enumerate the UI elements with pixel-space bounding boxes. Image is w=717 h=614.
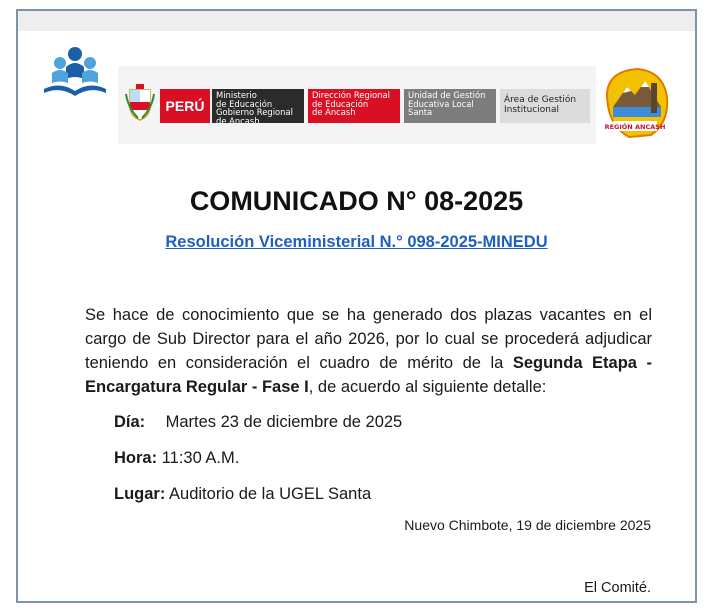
detail-place-label: Lugar: [114,485,166,503]
org-area-gestion: Área de Gestión Institucional [500,89,590,123]
org-direccion-regional: Dirección Regional de Educación de Ancash [308,89,400,123]
detail-day-value: Martes 23 de diciembre de 2025 [165,413,403,431]
detail-place [114,485,371,504]
resolution-link[interactable]: Resolución Viceministerial N.° 098-2025-MINEDU [165,233,548,251]
ugel-logo-icon [42,45,108,107]
top-band [18,11,695,31]
detail-day-label: Día: [114,413,146,431]
detail-place-value: Auditorio de la UGEL Santa [169,485,372,503]
page-title: COMUNICADO N° 08-2025 [189,186,524,216]
org-ugel: Unidad de Gestión Educativa Local Santa [404,89,496,123]
announcement-paragraph: Se hace de conocimiento que se ha generado dos plazas vacantes en el cargo de Sub Director para el año 2026, por lo cual se procederá adjudicar teniendo en consideración el cuadro de mérito de la Segunda Etapa - Encargatura Regular - Fase I, de acuerdo al siguiente detalle: [85,306,652,396]
signature: El Comité. [584,580,651,596]
org-ministerio: Ministerio de Educación Gobierno Regional de Ancash [212,89,304,123]
detail-time [114,449,239,468]
detail-day [114,413,402,432]
region-ancash-logo-icon [599,63,675,145]
peru-label: PERÚ [160,89,210,123]
coat-of-arms-icon [124,84,156,122]
document-frame [16,9,697,603]
detail-time-value: 11:30 A.M. [161,449,240,467]
region-logo-text: REGIÓN ANCASH [604,123,666,131]
government-banner [118,66,596,144]
place-date: Nuevo Chimbote, 19 de diciembre 2025 [404,517,651,533]
detail-time-label: Hora: [114,449,158,467]
